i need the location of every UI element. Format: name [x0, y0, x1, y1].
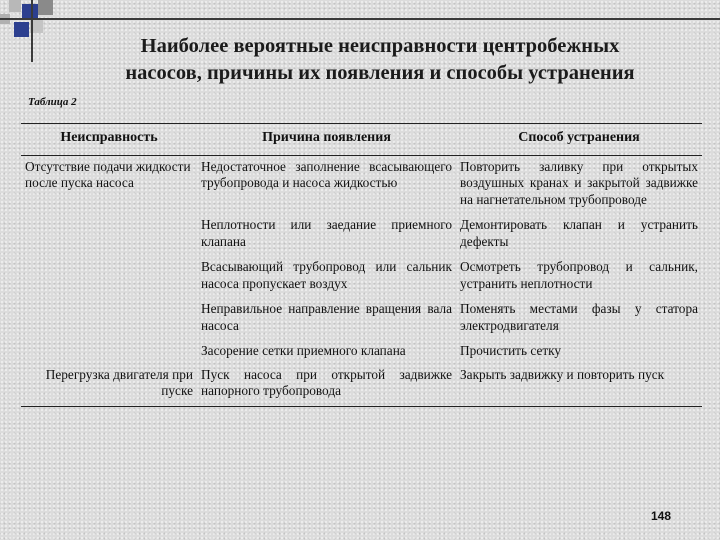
table-row	[21, 256, 702, 298]
table-row	[21, 364, 702, 407]
fault-cell: Отсутствие подачи жидкости после пуска насоса	[25, 158, 191, 190]
fault-cell	[21, 256, 197, 298]
slide-title	[60, 33, 700, 87]
header-fault: Неисправность	[60, 130, 158, 145]
table-row	[21, 340, 702, 364]
decor-square	[9, 0, 21, 12]
decor-horizontal-line	[0, 18, 720, 20]
fault-cell	[21, 298, 197, 340]
remedy-cell: Закрыть задвижку и повторить пуск	[460, 366, 665, 382]
cause-cell: Неправильное направление вращения вала насоса	[201, 301, 452, 333]
cause-cell: Недостаточное заполнение всасывающего трубопровода и насоса жидкостью	[201, 158, 452, 190]
slide-title-line-1: Наиболее вероятные неисправности центробежных	[140, 35, 620, 57]
cause-cell: Пуск насоса при открытой задвижке напорного трубопровода	[201, 366, 452, 398]
fault-cell	[21, 214, 197, 256]
header-remedy: Способ устранения	[518, 130, 640, 145]
remedy-cell: Осмотреть трубопровод и сальник, устранить неплотности	[460, 259, 698, 291]
cause-cell: Неплотности или заедание приемного клапана	[201, 217, 452, 249]
remedy-cell: Прочистить сетку	[460, 343, 562, 358]
table-caption: Таблица 2	[28, 96, 77, 108]
table-row	[21, 155, 702, 214]
remedy-cell: Поменять местами фазы у статора электродвигателя	[460, 301, 698, 333]
fault-cell	[21, 340, 197, 364]
decor-square	[38, 0, 53, 15]
cause-cell: Всасывающий трубопровод или сальник насоса пропускает воздух	[201, 259, 452, 291]
table-row	[21, 214, 702, 256]
table-header-row	[21, 124, 702, 156]
table-row	[21, 298, 702, 340]
remedy-cell: Повторить заливку при открытых воздушных кранах и закрытой задвижке на нагнетательном трубопроводе	[460, 158, 698, 207]
remedy-cell: Демонтировать клапан и устранить дефекты	[460, 217, 698, 249]
faults-table	[21, 123, 702, 407]
slide-title-line-2: насосов, причины их появления и способы устранения	[125, 62, 635, 84]
page-number: 148	[651, 509, 672, 523]
decor-vertical-line	[31, 0, 33, 62]
header-cause: Причина появления	[262, 130, 391, 145]
fault-cell: Перегрузка двигателя при пуске	[45, 366, 193, 398]
cause-cell: Засорение сетки приемного клапана	[201, 343, 406, 358]
decor-square-accent	[14, 22, 29, 37]
